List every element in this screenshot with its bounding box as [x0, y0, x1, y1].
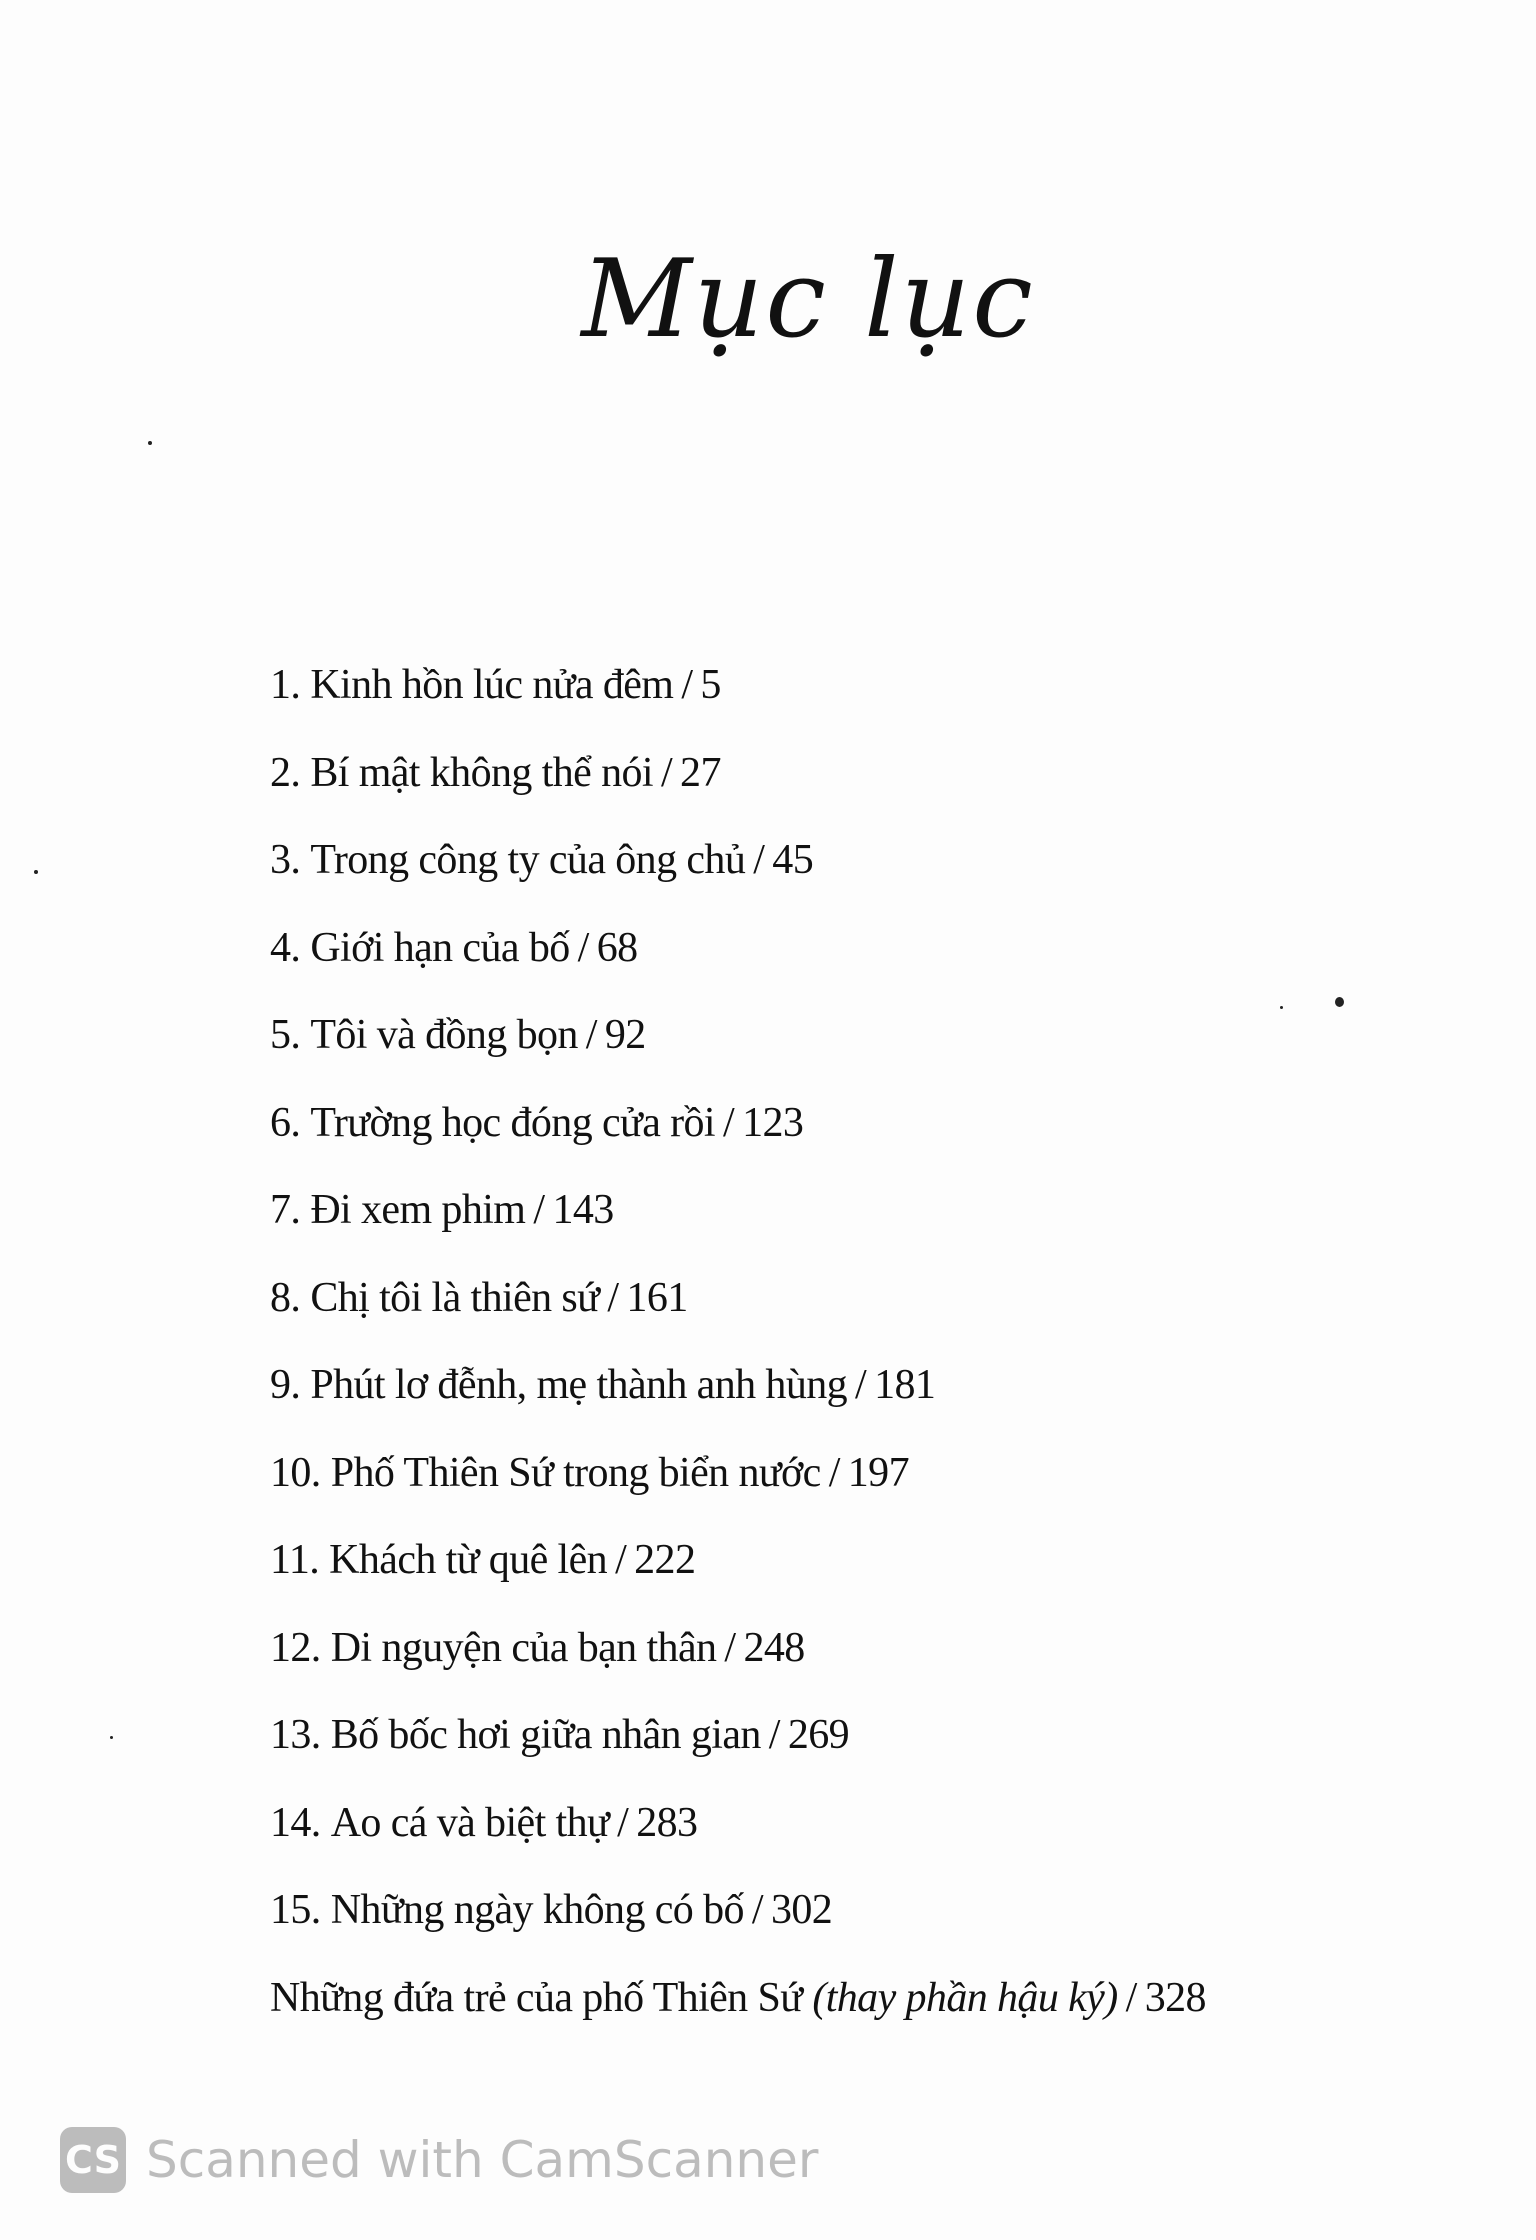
toc-entry-title: Bố bốc hơi giữa nhân gian: [330, 1712, 761, 1758]
toc-entry-number: 6.: [270, 1099, 301, 1146]
toc-separator: /: [617, 1799, 629, 1846]
toc-entry-page: 27: [680, 749, 721, 796]
toc-entry-number: 11.: [270, 1537, 320, 1583]
toc-entry-11: [270, 1530, 1420, 1618]
toc-separator: /: [1125, 1974, 1137, 2021]
toc-entry-title: Tôi và đồng bọn: [310, 1012, 578, 1058]
toc-entry-title: Di nguyện của bạn thân: [330, 1624, 717, 1671]
toc-separator: /: [681, 662, 693, 708]
toc-entry-14: [270, 1793, 1420, 1881]
toc-entry-page: 283: [636, 1799, 698, 1846]
toc-entry-5: [270, 1005, 1420, 1093]
toc-afterword-note: (thay phần hậu ký): [812, 1974, 1118, 2021]
toc-entry-number: 1.: [270, 662, 301, 708]
toc-entry-title: Chị tôi là thiên sứ: [310, 1274, 600, 1321]
toc-separator: /: [585, 1012, 597, 1058]
toc-entry-page: 248: [743, 1624, 805, 1671]
toc-entry-page: 68: [596, 924, 638, 971]
toc-entry-number: 14.: [270, 1799, 321, 1846]
toc-entry-title: Đi xem phim: [310, 1187, 526, 1233]
toc-separator: /: [753, 837, 765, 883]
toc-entry-number: 2.: [270, 749, 301, 796]
toc-entry-page: 161: [626, 1274, 688, 1321]
toc-entry-6: [270, 1093, 1420, 1181]
toc-entry-number: 7.: [270, 1187, 301, 1233]
toc-entry-page: 45: [772, 837, 814, 883]
toc-entry-15: [270, 1880, 1420, 1968]
toc-entry-afterword: [270, 1968, 1420, 2056]
page-title: Mục lục: [581, 237, 1035, 362]
toc-entry-8: [270, 1268, 1420, 1356]
toc-separator: /: [768, 1712, 780, 1758]
toc-separator: /: [615, 1537, 627, 1583]
toc-entry-title: Phút lơ đễnh, mẹ thành anh hùng: [310, 1362, 848, 1408]
toc-entry-12: [270, 1618, 1420, 1706]
toc-separator: /: [724, 1624, 736, 1671]
toc-entry-1: [270, 655, 1420, 743]
toc-entry-number: 13.: [270, 1712, 321, 1758]
toc-entry-page: 123: [742, 1099, 804, 1146]
toc-separator: /: [607, 1274, 619, 1321]
toc-entry-title: Những ngày không có bố: [330, 1887, 744, 1933]
scan-speck: [110, 1736, 113, 1739]
toc-entry-10: [270, 1443, 1420, 1531]
toc-entry-3: [270, 830, 1420, 918]
toc-entry-number: 9.: [270, 1362, 301, 1408]
toc-entry-title: Phố Thiên Sứ trong biển nước: [330, 1449, 821, 1496]
toc-entry-page: 181: [874, 1362, 936, 1408]
toc-entry-9: [270, 1355, 1420, 1443]
camscanner-logo-icon: CS: [60, 2127, 126, 2193]
toc-entry-number: 5.: [270, 1012, 301, 1058]
toc-entry-7: [270, 1180, 1420, 1268]
toc-separator: /: [660, 749, 673, 796]
toc-entry-number: 8.: [270, 1274, 301, 1321]
toc-entry-title: Bí mật không thể nói: [310, 749, 653, 796]
scan-speck: [148, 441, 152, 445]
toc-separator: /: [751, 1887, 763, 1933]
toc-entry-title: Trong công ty của ông chủ: [310, 837, 746, 883]
watermark-text: Scanned with CamScanner: [146, 2131, 819, 2189]
toc-entry-page: 222: [634, 1537, 696, 1583]
toc-entry-title: Trường học đóng cửa rồi: [310, 1099, 715, 1146]
toc-entry-page: 197: [847, 1449, 909, 1496]
toc-entry-2: [270, 743, 1420, 831]
toc-separator: /: [855, 1362, 867, 1408]
toc-entry-13: [270, 1705, 1420, 1793]
toc-entry-number: 15.: [270, 1887, 321, 1933]
toc-afterword-title: Những đứa trẻ của phố Thiên Sứ: [270, 1974, 803, 2021]
toc-separator: /: [533, 1187, 545, 1233]
toc-entry-page: 5: [700, 662, 721, 708]
scan-speck: [34, 870, 38, 874]
toc-entry-number: 3.: [270, 837, 301, 883]
toc-entry-page: 302: [770, 1887, 833, 1933]
toc-separator: /: [577, 924, 589, 971]
toc-entry-number: 12.: [270, 1624, 321, 1671]
toc-entry-number: 4.: [270, 924, 301, 971]
toc-entry-number: 10.: [270, 1449, 321, 1496]
toc-entry-page: 143: [552, 1187, 614, 1233]
toc-entry-title: Giới hạn của bố: [310, 924, 570, 971]
camscanner-watermark: [60, 2125, 818, 2195]
toc-entry-title: Kinh hồn lúc nửa đêm: [310, 662, 674, 708]
toc-separator: /: [723, 1099, 735, 1146]
table-of-contents: [270, 655, 1420, 2055]
toc-entry-4: [270, 918, 1420, 1006]
toc-separator: /: [828, 1449, 840, 1496]
toc-entry-title: Khách từ quê lên: [329, 1537, 608, 1583]
toc-entry-title: Ao cá và biệt thự: [330, 1799, 610, 1846]
toc-afterword-page: 328: [1144, 1974, 1206, 2021]
toc-entry-page: 269: [787, 1712, 850, 1758]
toc-entry-page: 92: [604, 1012, 646, 1058]
